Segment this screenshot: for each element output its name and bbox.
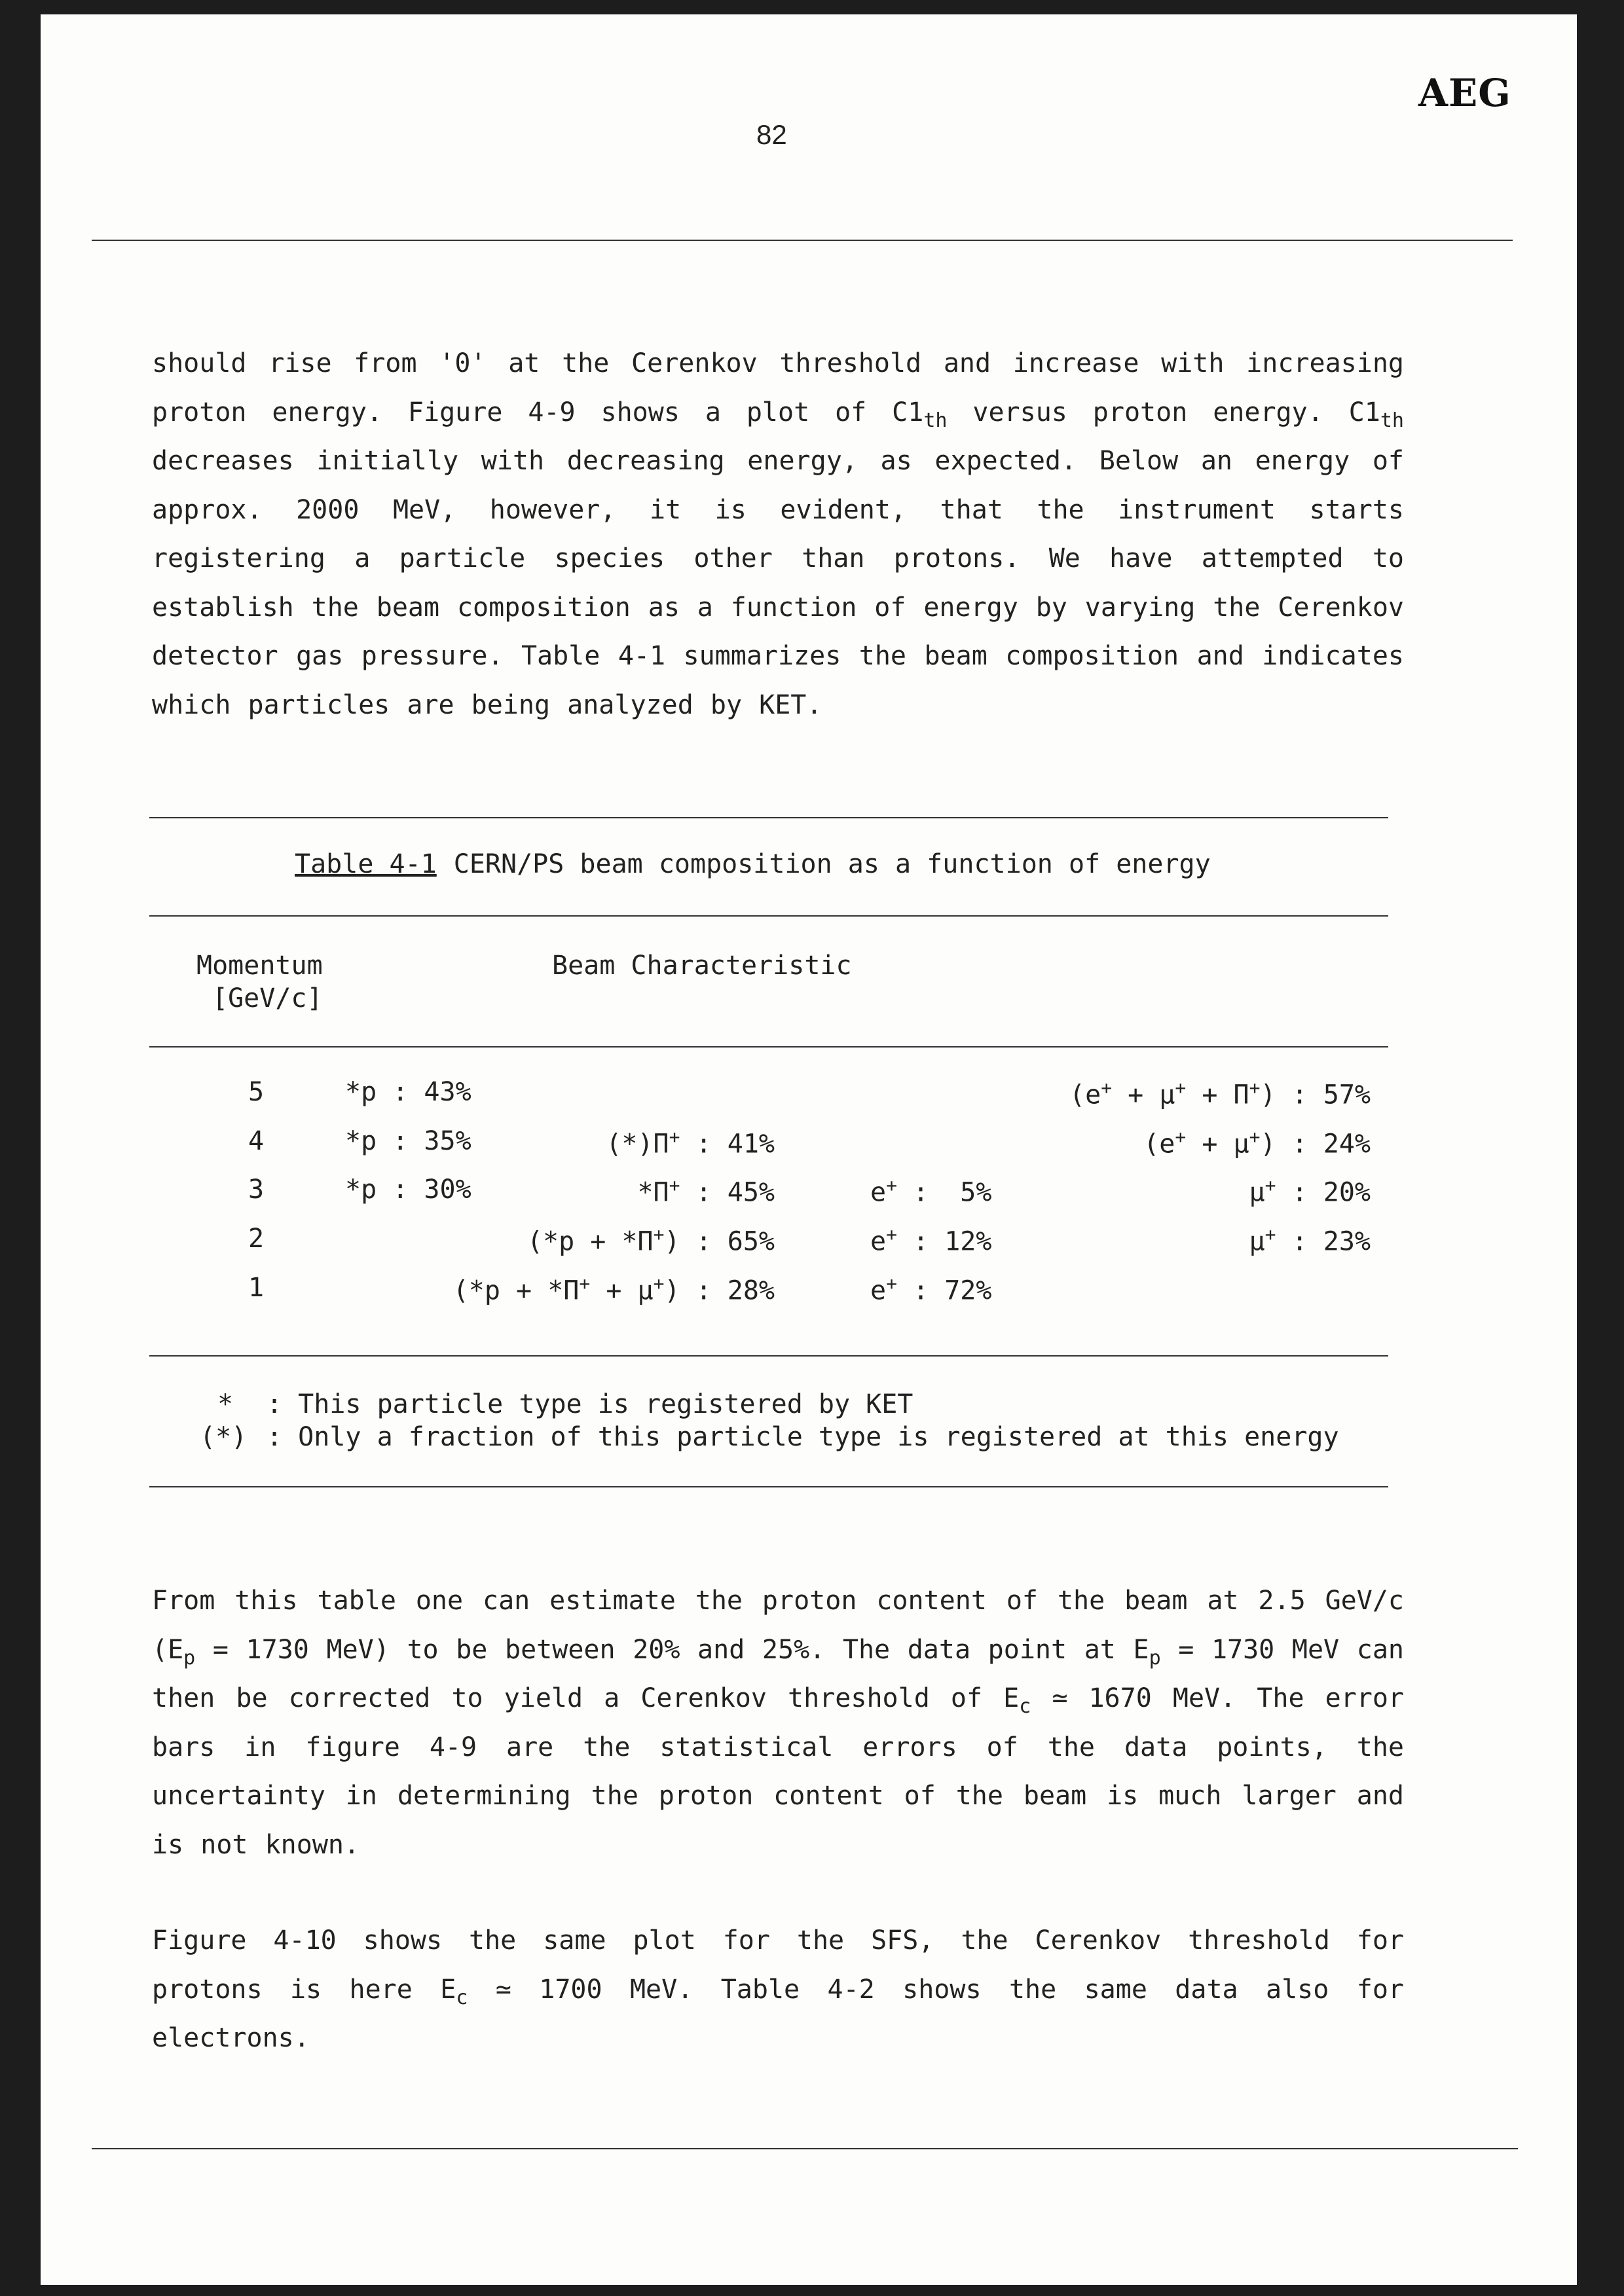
row-cell-electron: e+ : 12% [870, 1224, 992, 1257]
page-number: 82 [756, 119, 787, 150]
row-cell-other: μ+ : 20% [1249, 1175, 1371, 1208]
para2-sub-2: p [1149, 1646, 1161, 1669]
row-cell-p: *p : 30% [345, 1175, 471, 1205]
row-cell-pion: (*p + *Π+) : 65% [526, 1224, 775, 1257]
para2-text-2: = 1730 MeV) to be between 20% and 25%. The data point at E [195, 1634, 1149, 1665]
note-symbol: * [217, 1389, 234, 1419]
column-header-momentum-unit [212, 982, 323, 1015]
header-bottom-rule [149, 1046, 1388, 1048]
para3-text-2: ≃ 1700 MeV. Table 4-2 shows the same data also for electrons. [152, 1974, 1404, 2053]
para1-text-1: should rise from '0' at the Cerenkov threshold and increase with increasing proton energy. Figure 4-9 shows a plot of C1 [152, 348, 1404, 428]
note-symbol: (*) [200, 1422, 248, 1452]
para1-sub-1: th [923, 409, 948, 432]
para2-text-4: ≃ 1670 MeV. The error bars in figure 4-9 are the statistical errors of the data points, the uncertainty in determining the proton content of the beam is much larger and is not known. [152, 1683, 1405, 1860]
note-text: : Only a fraction of this particle type is registered at this energy [267, 1422, 1339, 1452]
row-cell-electron: e+ : 72% [870, 1273, 992, 1306]
paragraph-1 [152, 339, 1404, 729]
row-cell-pion: (*)Π+ : 41% [606, 1126, 775, 1159]
para1-text-2: versus proton energy. C1 [947, 397, 1380, 428]
row-cell-pion: (*p + *Π+ + μ+) : 28% [452, 1273, 775, 1306]
row-cell-pion: *Π+ : 45% [637, 1175, 775, 1208]
row-cell-electron: e+ : 5% [870, 1175, 992, 1208]
row-momentum: 1 [248, 1273, 265, 1303]
row-cell-other: μ+ : 23% [1249, 1224, 1371, 1257]
table-title: CERN/PS beam composition as a function of energy [453, 849, 1211, 879]
note-text: : This particle type is registered by KET [267, 1389, 913, 1419]
para1-sub-2: th [1380, 409, 1404, 432]
row-cell-p: *p : 43% [345, 1077, 471, 1107]
para3-sub-1: c [456, 1986, 468, 2009]
paragraph-2 [152, 1576, 1404, 1869]
momentum-unit: [GeV/c] [212, 983, 323, 1013]
table-body-bottom-rule [149, 1355, 1388, 1357]
column-header-beam: Beam Characteristic [552, 951, 852, 981]
table-end-rule [149, 1486, 1388, 1487]
para1-text-3: decreases initially with decreasing energy, as expected. Below an energy of approx. 2000 MeV, however, it is evident, that the instrument starts registering a particle species other than protons. We have attempted to establish the beam composition as a function of energy by varying the Cerenkov detector gas pressure. Table 4-1 summarizes the beam composition and indicates which particles are being analyzed by KET. [152, 446, 1404, 720]
row-momentum: 2 [248, 1224, 265, 1254]
para3-text-1: Figure 4-10 shows the same plot for the SFS, the Cerenkov threshold for protons is here E [152, 1925, 1404, 2005]
para2-sub-3: c [1019, 1695, 1031, 1718]
paragraph-3 [152, 1916, 1404, 2063]
caption-rule [149, 915, 1388, 917]
momentum-label: Momentum [196, 951, 323, 981]
row-momentum: 3 [248, 1175, 265, 1205]
table-label: Table 4-1 [295, 849, 437, 879]
header-rule [92, 240, 1513, 241]
footer-rule [92, 2148, 1518, 2149]
row-momentum: 4 [248, 1126, 265, 1156]
table-caption [295, 849, 1211, 879]
row-cell-other: (e+ + μ+) : 24% [1143, 1126, 1371, 1159]
brand-logo: AEG [1418, 71, 1511, 115]
para2-text-1: From this table one can estimate the proton content of the beam at 2.5 GeV/c (E [152, 1586, 1404, 1665]
row-momentum: 5 [248, 1077, 265, 1107]
table-top-rule [149, 817, 1388, 818]
row-cell-p: *p : 35% [345, 1126, 471, 1156]
para2-text-3: = 1730 MeV can then be corrected to yield a Cerenkov threshold of E [152, 1634, 1404, 1713]
column-header-momentum [196, 949, 323, 982]
para2-sub-1: p [183, 1646, 196, 1669]
row-cell-other: (e+ + μ+ + Π+) : 57% [1069, 1077, 1371, 1110]
